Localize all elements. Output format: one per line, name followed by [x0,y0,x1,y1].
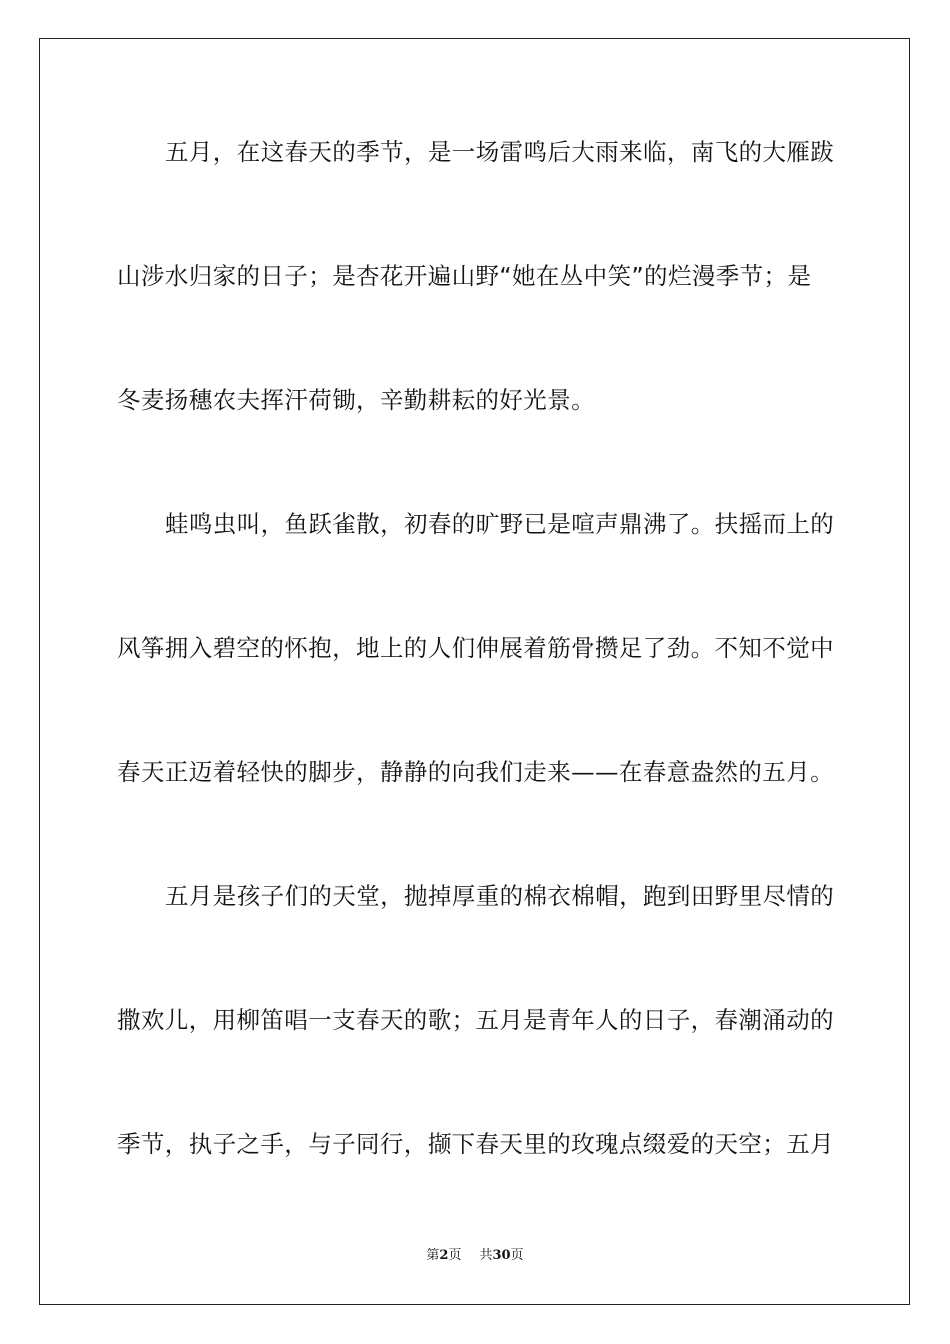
paragraph-3-line-3: 季节，执子之手，与子同行，撷下春天里的玫瑰点缀爱的天空；五月 [117,1130,834,1158]
paragraph-2-line-1: 蛙鸣虫叫，鱼跃雀散，初春的旷野已是喧声鼎沸了。扶摇而上的 [165,510,835,538]
paragraph-3-line-2: 撒欢儿，用柳笛唱一支春天的歌；五月是青年人的日子，春潮涌动的 [117,1006,834,1034]
page-footer [0,1247,950,1265]
page-border [39,38,910,1305]
paragraph-1-line-1: 五月，在这春天的季节，是一场雷鸣后大雨来临，南飞的大雁跋 [165,138,835,166]
total-suffix: 页 [510,1248,524,1263]
page-number: 2 [439,1248,449,1263]
total-pages: 30 [492,1248,511,1263]
total-prefix: 共 [479,1248,493,1263]
paragraph-1-line-3: 冬麦扬穗农夫挥汗荷锄，辛勤耕耘的好光景。 [117,386,595,414]
paragraph-2-line-2: 风筝拥入碧空的怀抱，地上的人们伸展着筋骨攒足了劲。不知不觉中 [117,634,834,662]
page-prefix: 第 [426,1248,440,1263]
paragraph-1-line-2: 山涉水归家的日子；是杏花开遍山野“她在丛中笑”的烂漫季节；是 [117,262,812,290]
paragraph-3-line-1: 五月是孩子们的天堂，抛掉厚重的棉衣棉帽，跑到田野里尽情的 [165,882,835,910]
paragraph-2-line-3: 春天正迈着轻快的脚步，静静的向我们走来——在春意盎然的五月。 [117,758,834,786]
page-suffix: 页 [448,1248,462,1263]
